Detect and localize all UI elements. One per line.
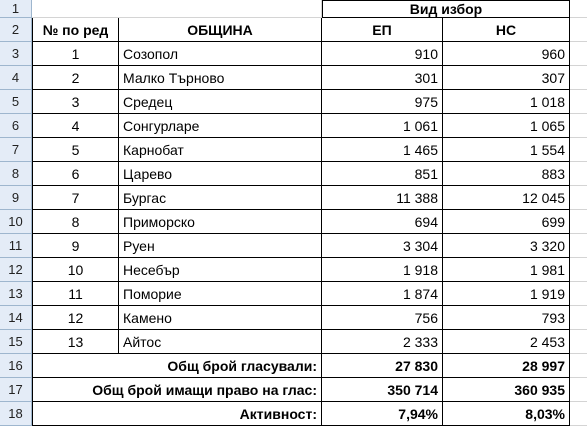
row-header[interactable]: 12 (0, 258, 32, 282)
row-header[interactable]: 6 (0, 114, 32, 138)
row-header[interactable]: 16 (0, 354, 32, 378)
row-header[interactable]: 18 (0, 402, 32, 426)
cell-municipality[interactable]: Бургас (119, 186, 322, 210)
cell-ns-value[interactable]: 12 045 (443, 186, 570, 210)
cell-empty[interactable] (570, 306, 587, 330)
cell-number[interactable]: 1 (32, 42, 119, 66)
cell-ep-value[interactable]: 1 918 (322, 258, 443, 282)
cell-ep-value[interactable]: 1 874 (322, 282, 443, 306)
cell-ns-value[interactable]: 1 065 (443, 114, 570, 138)
cell-municipality[interactable]: Несебър (119, 258, 322, 282)
cell-number[interactable]: 4 (32, 114, 119, 138)
row-header[interactable]: 15 (0, 330, 32, 354)
cell-ns-value[interactable]: 699 (443, 210, 570, 234)
cell-ep-value[interactable]: 2 333 (322, 330, 443, 354)
cell-ep-value[interactable]: 975 (322, 90, 443, 114)
cell-ns-value[interactable]: 793 (443, 306, 570, 330)
cell-empty[interactable] (570, 162, 587, 186)
total-ns-value[interactable]: 28 997 (443, 354, 570, 378)
cell-municipality[interactable]: Сонгурларе (119, 114, 322, 138)
cell-ep-value[interactable]: 756 (322, 306, 443, 330)
row-header[interactable]: 5 (0, 90, 32, 114)
cell-ep-value[interactable]: 851 (322, 162, 443, 186)
total-ns-value[interactable]: 8,03% (443, 402, 570, 426)
cell-empty[interactable] (570, 186, 587, 210)
cell-ns-value[interactable]: 883 (443, 162, 570, 186)
cell-empty[interactable] (570, 90, 587, 114)
row-header[interactable]: 2 (0, 18, 32, 42)
cell-ns-value[interactable]: 1 981 (443, 258, 570, 282)
cell-number[interactable]: 8 (32, 210, 119, 234)
cell-municipality[interactable]: Царево (119, 162, 322, 186)
cell-empty[interactable] (570, 66, 587, 90)
cell-ep-value[interactable]: 1 465 (322, 138, 443, 162)
cell-empty[interactable] (32, 0, 119, 18)
cell-municipality[interactable]: Поморие (119, 282, 322, 306)
cell-ns-value[interactable]: 307 (443, 66, 570, 90)
cell-empty[interactable] (570, 282, 587, 306)
header-number[interactable]: № по ред (32, 18, 119, 42)
cell-ns-value[interactable]: 1 919 (443, 282, 570, 306)
row-header[interactable]: 3 (0, 42, 32, 66)
row-header[interactable]: 8 (0, 162, 32, 186)
cell-ns-value[interactable]: 1 018 (443, 90, 570, 114)
cell-empty[interactable] (570, 138, 587, 162)
cell-empty[interactable] (570, 18, 587, 42)
total-label[interactable]: Активност: (32, 402, 322, 426)
total-ep-value[interactable]: 7,94% (322, 402, 443, 426)
total-ns-value[interactable]: 360 935 (443, 378, 570, 402)
cell-municipality[interactable]: Руен (119, 234, 322, 258)
header-group-election-type[interactable]: Вид избор (322, 0, 570, 18)
cell-number[interactable]: 5 (32, 138, 119, 162)
cell-number[interactable]: 13 (32, 330, 119, 354)
cell-number[interactable]: 12 (32, 306, 119, 330)
cell-ns-value[interactable]: 1 554 (443, 138, 570, 162)
cell-municipality[interactable]: Малко Търново (119, 66, 322, 90)
row-header[interactable]: 14 (0, 306, 32, 330)
cell-ns-value[interactable]: 960 (443, 42, 570, 66)
total-label[interactable]: Общ брой имащи право на глас: (32, 378, 322, 402)
cell-ns-value[interactable]: 2 453 (443, 330, 570, 354)
total-ep-value[interactable]: 350 714 (322, 378, 443, 402)
cell-ep-value[interactable]: 694 (322, 210, 443, 234)
cell-empty[interactable] (119, 0, 322, 18)
cell-ep-value[interactable]: 3 304 (322, 234, 443, 258)
cell-number[interactable]: 9 (32, 234, 119, 258)
cell-empty[interactable] (570, 354, 587, 378)
cell-empty[interactable] (570, 378, 587, 402)
cell-empty[interactable] (570, 234, 587, 258)
cell-municipality[interactable]: Созопол (119, 42, 322, 66)
header-ns[interactable]: НС (443, 18, 570, 42)
header-ep[interactable]: ЕП (322, 18, 443, 42)
cell-ep-value[interactable]: 1 061 (322, 114, 443, 138)
row-header[interactable]: 9 (0, 186, 32, 210)
cell-number[interactable]: 3 (32, 90, 119, 114)
cell-municipality[interactable]: Айтос (119, 330, 322, 354)
row-header[interactable]: 10 (0, 210, 32, 234)
header-municipality[interactable]: ОБЩИНА (119, 18, 322, 42)
cell-number[interactable]: 10 (32, 258, 119, 282)
cell-ep-value[interactable]: 910 (322, 42, 443, 66)
cell-number[interactable]: 2 (32, 66, 119, 90)
cell-empty[interactable] (570, 0, 587, 18)
row-header[interactable]: 17 (0, 378, 32, 402)
total-ep-value[interactable]: 27 830 (322, 354, 443, 378)
row-header[interactable]: 4 (0, 66, 32, 90)
cell-empty[interactable] (570, 258, 587, 282)
cell-empty[interactable] (570, 402, 587, 426)
cell-empty[interactable] (570, 42, 587, 66)
cell-ep-value[interactable]: 301 (322, 66, 443, 90)
cell-municipality[interactable]: Карнобат (119, 138, 322, 162)
cell-ns-value[interactable]: 3 320 (443, 234, 570, 258)
cell-number[interactable]: 11 (32, 282, 119, 306)
cell-municipality[interactable]: Камено (119, 306, 322, 330)
cell-ep-value[interactable]: 11 388 (322, 186, 443, 210)
row-header[interactable]: 11 (0, 234, 32, 258)
row-header[interactable]: 13 (0, 282, 32, 306)
row-header[interactable]: 7 (0, 138, 32, 162)
total-label[interactable]: Общ брой гласували: (32, 354, 322, 378)
cell-number[interactable]: 7 (32, 186, 119, 210)
row-header[interactable]: 1 (0, 0, 32, 18)
cell-empty[interactable] (570, 330, 587, 354)
cell-number[interactable]: 6 (32, 162, 119, 186)
cell-municipality[interactable]: Средец (119, 90, 322, 114)
cell-empty[interactable] (570, 114, 587, 138)
cell-empty[interactable] (570, 210, 587, 234)
cell-municipality[interactable]: Приморско (119, 210, 322, 234)
